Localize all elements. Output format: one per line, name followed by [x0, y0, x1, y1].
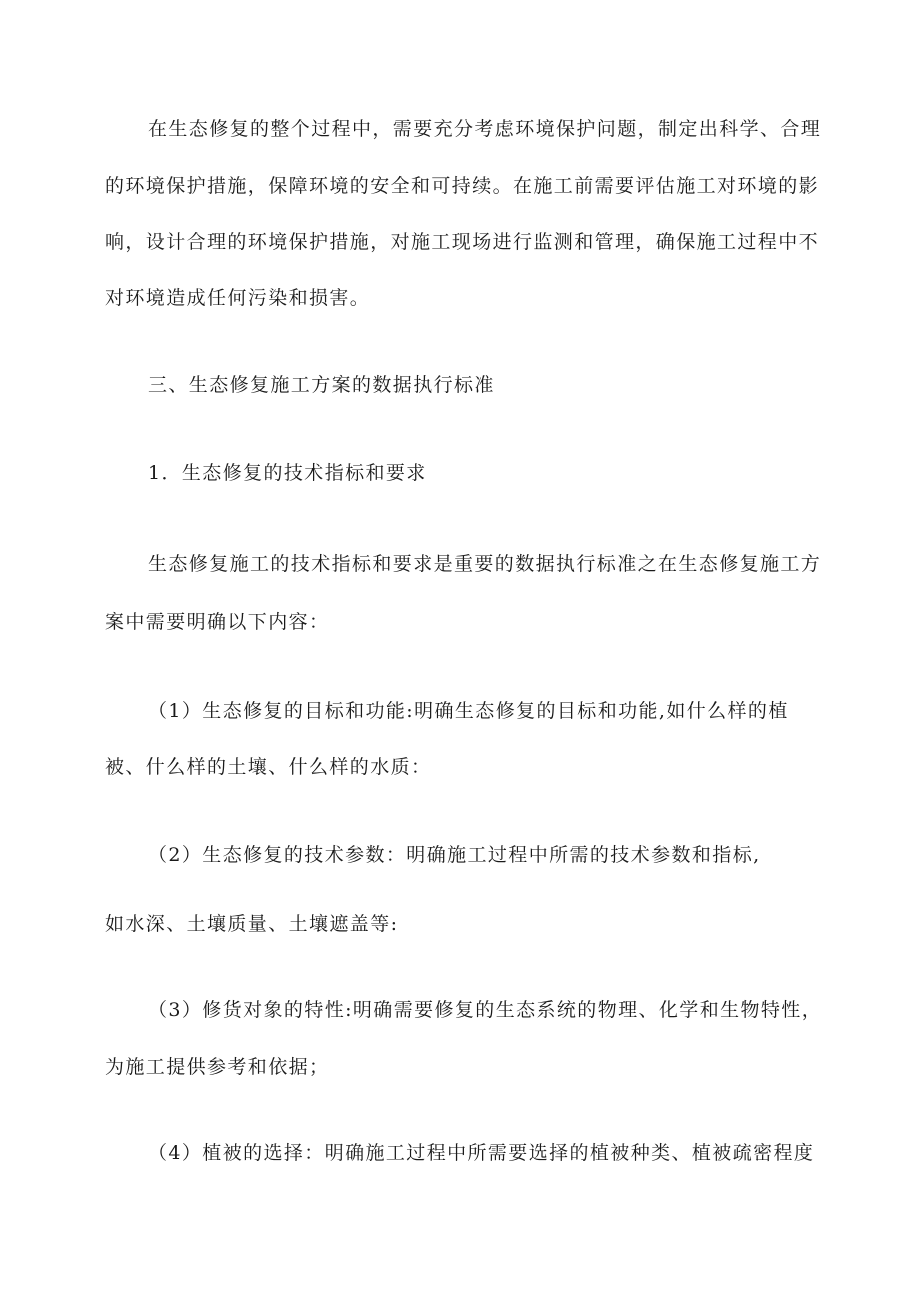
list-item-2-line-2: 如水深、土壤质量、土壤遮盖等:	[105, 913, 399, 935]
list-item-3-line-1: （3）修货对象的特性:明确需要修复的生态系统的物理、化学和生物特性，	[148, 999, 823, 1021]
list-item-4-line-1: （4）植被的选择：明确施工过程中所需要选择的植被种类、植被疏密程度	[148, 1142, 815, 1164]
list-item-3-line-2: 为施工提供参考和依据；	[105, 1056, 330, 1078]
list-item-1-line-1: （1）生态修复的目标和功能:明确生态修复的目标和功能,如什么样的植	[148, 700, 789, 722]
paragraph-env-line-1: 在生态修复的整个过程中，需要充分考虑环境保护问题，制定出科学、合理	[148, 118, 822, 140]
paragraph-env-line-4: 对环境造成任何污染和损害。	[105, 287, 371, 309]
paragraph-env-line-2: 的环境保护措施，保障环境的安全和可持续。在施工前需要评估施工对环境的影	[105, 175, 820, 197]
list-item-2-line-1: （2）生态修复的技术参数：明确施工过程中所需的技术参数和指标,	[148, 844, 761, 866]
section-heading: 三、生态修复施工方案的数据执行标准	[148, 374, 495, 396]
list-item-1-line-2: 被、什么样的土壤、什么样的水质：	[105, 756, 432, 778]
subsection-heading: 1．生态修复的技术指标和要求	[148, 462, 427, 484]
paragraph-env-line-3: 响，设计合理的环境保护措施，对施工现场进行监测和管理，确保施工过程中不	[105, 231, 820, 253]
paragraph-tech-line-1: 生态修复施工的技术指标和要求是重要的数据执行标准之在生态修复施工方	[148, 553, 822, 575]
paragraph-tech-line-2: 案中需要明确以下内容：	[105, 611, 330, 633]
